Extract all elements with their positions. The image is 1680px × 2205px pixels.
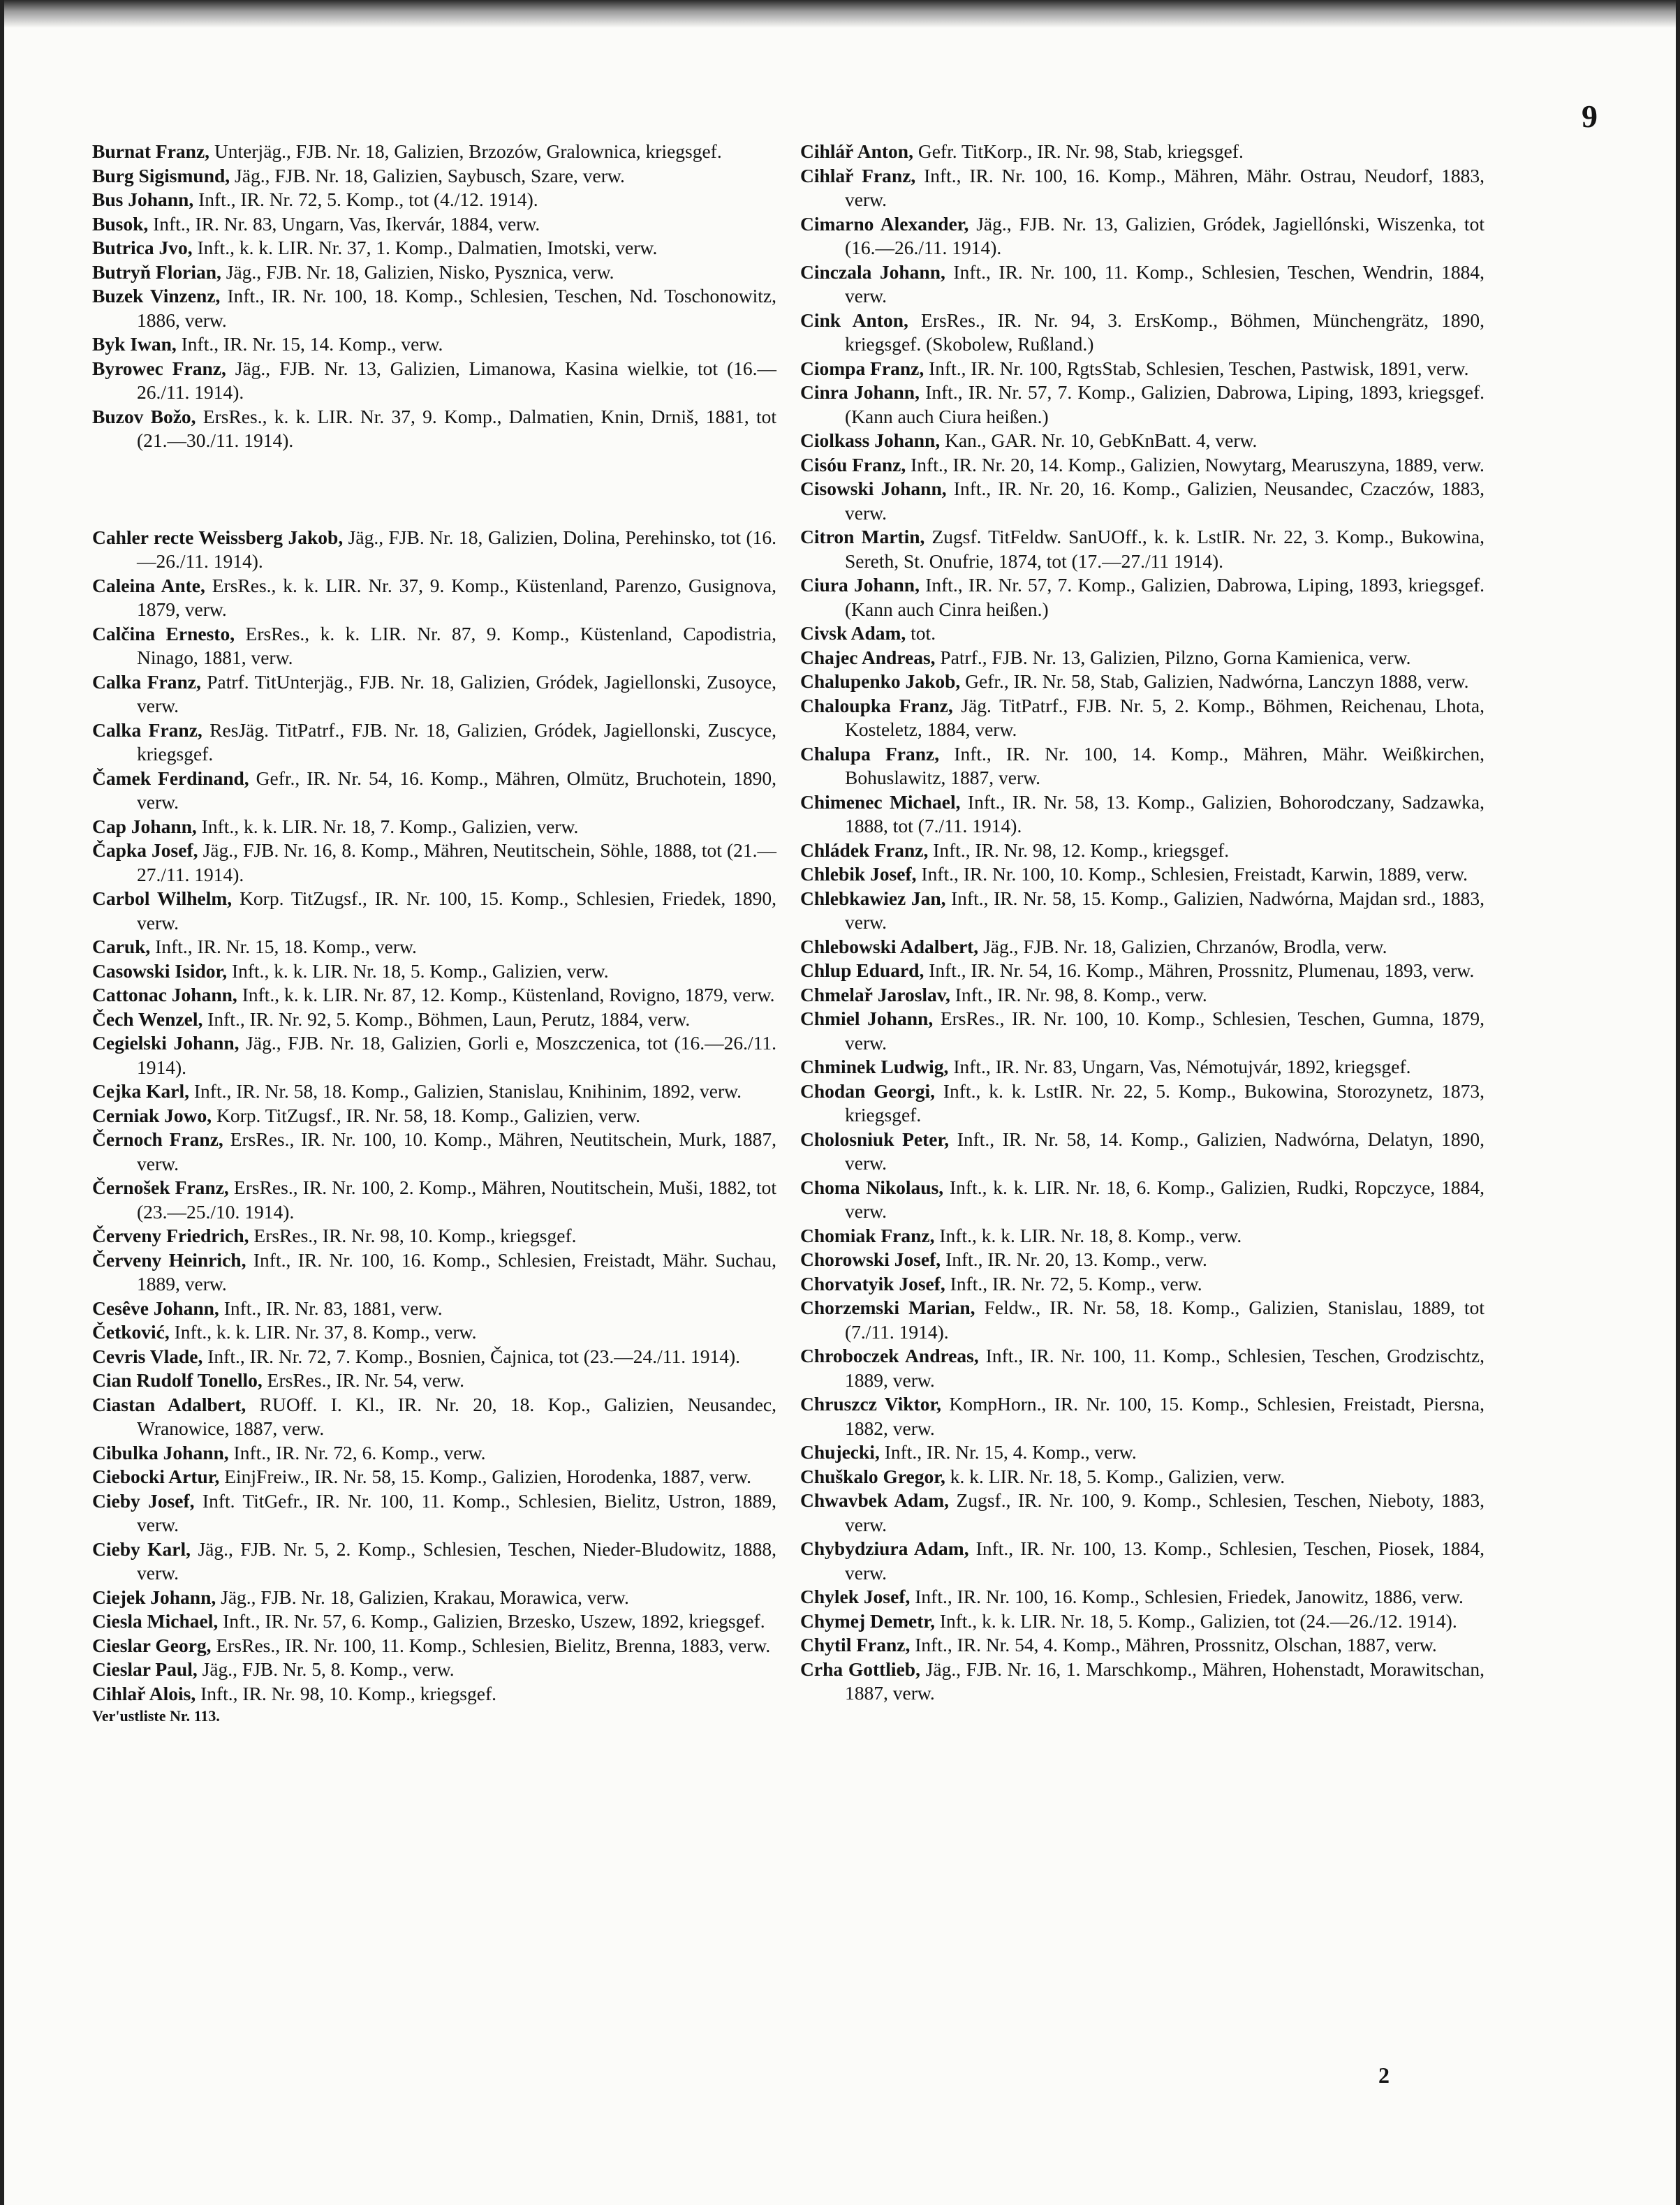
entry-details: Gefr. TitKorp., IR. Nr. 98, Stab, kriegsgef. [918,140,1244,162]
entry-details: Inft., IR. Nr. 20, 13. Komp., verw. [945,1248,1207,1270]
entry-details: ErsRes., IR. Nr. 100, 11. Komp., Schlesien, Bielitz, Brenna, 1883, verw. [216,1634,771,1656]
list-item [800,212,1484,260]
entry-name: Čech Wenzel, [92,1008,203,1030]
list-item [800,839,1484,863]
entry-details: ErsRes., IR. Nr. 54, verw. [267,1369,465,1391]
left-column-group-c [92,526,776,1706]
entry-details: ErsRes., k. k. LIR. Nr. 37, 9. Komp., Dalmatien, Knin, Drniš, 1881, tot (21.—30./11. 1914). [137,405,777,451]
entry-details: Korp. TitZugsf., IR. Nr. 58, 18. Komp., Galizien, verw. [216,1104,641,1126]
entry-details: Inft., IR. Nr. 100, 18. Komp., Schlesien, Teschen, Nd. Toschonowitz, 1886, verw. [137,285,777,331]
entry-name: Cihlář Anton, [800,140,913,162]
list-item [92,212,776,237]
entry-name: Chlup Eduard, [800,959,924,981]
entry-name: Cisowski Johann, [800,478,947,499]
list-item [800,573,1484,621]
entry-name: Cholosniuk Peter, [800,1128,950,1150]
entry-name: Červeny Heinrich, [92,1248,246,1271]
entry-details: Inft., IR. Nr. 58, 13. Komp., Galizien, Bohorodczany, Sadzawka, 1888, tot (7./11. 1914). [845,790,1485,836]
entry-details: Inft., k. k. LIR. Nr. 18, 5. Komp., Galizien, verw. [231,959,609,982]
entry-details: Zugsf. TitFeldw. SanUOff., k. k. LstIR. Nr. 22, 3. Komp., Bukowina, Sereth, St. Onufrie, 1874, tot (17.—27./11 1914). [845,526,1484,572]
entry-name: Cian Rudolf Tonello, [92,1369,263,1391]
entry-details: Inft., IR. Nr. 15, 14. Komp., verw. [181,333,443,355]
list-item [92,1008,776,1032]
entry-details: Korp. TitZugsf., IR. Nr. 100, 15. Komp., Schlesien, Friedek, 1890, verw. [137,887,776,934]
entry-name: Calka Franz, [92,718,202,741]
list-item [92,526,776,574]
list-item [92,236,776,260]
entry-name: Burg Sigismund, [92,164,230,186]
entry-details: Inft., IR. Nr. 100, 11. Komp., Schlesien, Teschen, Grodzischtz, 1889, verw. [845,1345,1484,1391]
list-item [800,1079,1484,1128]
entry-details: ErsRes., IR. Nr. 94, 3. ErsKomp., Böhmen, Münchengrätz, 1890, kriegsgef. (Skobolew, Rußland.) [845,309,1485,355]
entry-details: EinjFreiw., IR. Nr. 58, 15. Komp., Galizien, Horodenka, 1887, verw. [224,1466,752,1487]
entry-details: Inft., IR. Nr. 100, 13. Komp., Schlesien, Teschen, Piosek, 1884, verw. [845,1537,1484,1584]
entry-details: Inft., IR. Nr. 54, 4. Komp., Mähren, Prossnitz, Olschan, 1887, verw. [915,1634,1437,1655]
list-item [800,983,1484,1008]
list-item [92,670,776,718]
entry-details: Inft., IR. Nr. 72, 5. Komp., tot (4./12. 1914). [198,189,538,210]
list-item [800,1272,1484,1297]
entry-name: Cieslar Paul, [92,1658,198,1680]
list-item [92,1320,776,1345]
entry-name: Cieby Karl, [92,1537,191,1560]
list-item [92,1609,776,1634]
entry-details: Feldw., IR. Nr. 58, 18. Komp., Galizien, Stanislau, 1889, tot (7./11. 1914). [845,1297,1484,1343]
entry-details: Inft., IR. Nr. 98, 12. Komp., kriegsgef. [933,839,1230,861]
list-item [800,381,1484,429]
entry-name: Ciebocki Artur, [92,1466,220,1487]
entry-name: Burnat Franz, [92,140,210,162]
entry-details: ErsRes., IR. Nr. 100, 10. Komp., Schlesien, Teschen, Gumna, 1879, verw. [845,1008,1485,1054]
entry-name: Ciastan Adalbert, [92,1393,246,1415]
list-item [92,935,776,959]
entry-name: Butryň Florian, [92,260,221,283]
list-item [800,621,1484,646]
entry-name: Černošek Franz, [92,1177,229,1198]
entry-details: Inft., IR. Nr. 98, 8. Komp., verw. [955,983,1207,1005]
entry-name: Chruszcz Viktor, [800,1393,942,1415]
list-item [800,1537,1484,1585]
list-item [92,839,776,887]
list-item [92,1586,776,1610]
list-item [800,140,1484,164]
entry-name: Ciejek Johann, [92,1586,216,1608]
entry-details: Jäg., FJB. Nr. 18, Galizien, Gorli e, Moszczenica, tot (16.—26./11. 1914). [137,1032,776,1078]
entry-name: Chorvatyik Josef, [800,1272,945,1295]
list-item [800,1658,1484,1706]
entry-details: Inft., IR. Nr. 20, 14. Komp., Galizien, Nowytarg, Mearuszyna, 1889, verw. [911,453,1484,475]
entry-name: Červeny Friedrich, [92,1225,249,1246]
entry-name: Cejka Karl, [92,1080,190,1102]
entry-name: Chmiel Johann, [800,1008,934,1029]
entry-name: Byk Iwan, [92,333,177,355]
right-column-list [800,140,1484,1706]
entry-name: Carbol Wilhelm, [92,887,233,909]
left-column-group-b [92,140,776,453]
list-item [800,1465,1484,1489]
list-item [92,1537,776,1586]
entry-name: Busok, [92,212,149,235]
entry-details: Inft., k. k. LIR. Nr. 37, 8. Komp., verw. [174,1321,477,1343]
entry-name: Chalupa Franz, [800,742,940,765]
list-item [800,959,1484,983]
entry-name: Chajec Andreas, [800,646,936,668]
entry-details: Inft., IR. Nr. 83, 1881, verw. [223,1297,443,1319]
entry-details: Patrf., FJB. Nr. 13, Galizien, Pilzno, Gorna Kamienica, verw. [940,646,1411,668]
entry-details: Patrf. TitUnterjäg., FJB. Nr. 18, Galizien, Gródek, Jagiellonski, Zusoyce, verw. [137,670,776,716]
list-item [800,1609,1484,1634]
entry-name: Casowski Isidor, [92,959,228,982]
entry-name: Chlebowski Adalbert, [800,935,979,957]
footer-note: Ver'ustliste Nr. 113. [92,1707,220,1725]
entry-name: Citron Martin, [800,526,925,547]
entry-details: RUOff. I. Kl., IR. Nr. 20, 18. Kop., Galizien, Neusandec, Wranowice, 1887, verw. [137,1393,777,1439]
entry-details: Inft., k. k. LIR. Nr. 87, 12. Komp., Küstenland, Rovigno, 1879, verw. [242,984,775,1005]
list-item [92,260,776,285]
entry-details: Inft., IR. Nr. 100, 14. Komp., Mähren, Mähr. Weißkirchen, Bohuslawitz, 1887, verw. [845,742,1485,788]
list-item [800,1224,1484,1248]
list-item [800,309,1484,357]
entry-name: Chládek Franz, [800,839,929,861]
list-item [800,670,1484,694]
entry-details: KompHorn., IR. Nr. 100, 15. Komp., Schlesien, Freistadt, Piersna, 1882, verw. [845,1393,1485,1439]
list-item [92,1441,776,1466]
list-item [92,1297,776,1321]
entry-details: ErsRes., IR. Nr. 100, 2. Komp., Mähren, Noutitschein, Muši, 1882, tot (23.—25./10. 1914). [137,1177,776,1223]
entry-details: Inft., IR. Nr. 100, 10. Komp., Schlesien, Freistadt, Karwin, 1889, verw. [921,863,1468,885]
entry-details: Inft., IR. Nr. 100, 16. Komp., Schlesien, Freistadt, Mähr. Suchau, 1889, verw. [137,1248,776,1295]
entry-details: Inft., k. k. LIR. Nr. 18, 5. Komp., Galizien, tot (24.—26./12. 1914). [939,1609,1457,1632]
entry-details: Inft., IR. Nr. 58, 14. Komp., Galizien, Nadwórna, Delatyn, 1890, verw. [845,1128,1484,1174]
list-item [92,1489,776,1537]
entry-name: Chujecki, [800,1441,880,1463]
entry-details: Jäg., FJB. Nr. 13, Galizien, Gródek, Jagiellónski, Wiszenka, tot (16.—26./11. 1914). [845,212,1485,258]
list-item [92,140,776,164]
list-item [92,1176,776,1224]
entry-name: Ciura Johann, [800,574,920,596]
entry-details: Unterjäg., FJB. Nr. 18, Galizien, Brzozów, Gralownica, kriegsgef. [214,140,722,162]
list-item [800,1392,1484,1440]
entry-details: ErsRes., k. k. LIR. Nr. 87, 9. Komp., Küstenland, Capodistria, Ninago, 1881, verw. [137,622,776,668]
entry-details: Inft., IR. Nr. 57, 6. Komp., Galizien, Brzesko, Uszew, 1892, kriegsgef. [223,1610,765,1632]
list-item [92,1128,776,1176]
right-column [800,140,1484,1706]
entry-details: Inft., IR. Nr. 100, RgtsStab, Schlesien, Teschen, Pastwisk, 1891, verw. [929,357,1469,379]
list-item [92,1345,776,1369]
entry-details: Inft., k. k. LstIR. Nr. 22, 5. Komp., Bukowina, Storozynetz, 1873, kriegsgef. [845,1079,1485,1126]
list-item [92,284,776,332]
entry-details: Jäg., FJB. Nr. 18, Galizien, Saybusch, Szare, verw. [235,164,625,186]
entry-details: Inft., IR. Nr. 72, 7. Komp., Bosnien, Čajnica, tot (23.—24./11. 1914). [207,1345,741,1367]
entry-name: Chwavbek Adam, [800,1489,949,1511]
list-item [92,1104,776,1128]
entry-details: Inft. TitGefr., IR. Nr. 100, 11. Komp., Schlesien, Bielitz, Ustron, 1889, verw. [137,1489,777,1535]
entry-name: Bus Johann, [92,189,194,210]
entry-name: Cevris Vlade, [92,1345,203,1367]
list-item [800,1248,1484,1272]
list-item [92,1369,776,1393]
entry-details: ErsRes., IR. Nr. 98, 10. Komp., kriegsgef. [253,1225,577,1246]
entry-details: Inft., IR. Nr. 72, 5. Komp., verw. [950,1272,1202,1295]
entry-details: Inft., IR. Nr. 98, 10. Komp., kriegsgef. [200,1682,496,1704]
list-item [800,935,1484,959]
entry-name: Calčina Ernesto, [92,622,235,644]
entry-name: Civsk Adam, [800,622,906,644]
list-item [92,1393,776,1441]
list-item [800,453,1484,478]
list-item [92,1682,776,1706]
entry-name: Chorzemski Marian, [800,1297,975,1318]
list-item [800,646,1484,670]
entry-name: Cinra Johann, [800,381,920,403]
entry-details: ErsRes., IR. Nr. 100, 10. Komp., Mähren, Neutitschein, Murk, 1887, verw. [137,1128,777,1174]
entry-name: Chaloupka Franz, [800,694,953,716]
entry-details: Inft., IR. Nr. 20, 16. Komp., Galizien, Neusandec, Czaczów, 1883, verw. [845,478,1484,524]
list-item [92,164,776,189]
entry-name: Cinczala Johann, [800,260,945,283]
list-item [92,718,776,767]
entry-name: Cattonac Johann, [92,984,237,1005]
list-item [92,1465,776,1489]
list-item [800,1296,1484,1344]
entry-name: Cihlař Franz, [800,164,916,186]
list-item [800,887,1484,935]
entry-name: Chorowski Josef, [800,1248,941,1270]
list-item [92,405,776,453]
entry-details: Inft., IR. Nr. 100, 16. Komp., Schlesien, Friedek, Janowitz, 1886, verw. [915,1586,1464,1607]
entry-name: Cimarno Alexander, [800,212,969,235]
list-item [800,1633,1484,1658]
entry-name: Cihlař Alois, [92,1682,196,1704]
entry-name: Ciompa Franz, [800,357,924,379]
entry-details: Gefr., IR. Nr. 58, Stab, Galizien, Nadwórna, Lanczyn 1888, verw. [965,670,1469,692]
entry-name: Chybydziura Adam, [800,1537,969,1559]
entry-details: Jäg., FJB. Nr. 18, Galizien, Nisko, Pysznica, verw. [226,260,614,283]
list-item [92,1079,776,1104]
entry-name: Četković, [92,1321,170,1343]
entry-name: Chomiak Franz, [800,1224,935,1246]
entry-details: Kan., GAR. Nr. 10, GebKnBatt. 4, verw. [945,429,1258,451]
entry-details: Inft., IR. Nr. 83, Ungarn, Vas, Némotujvár, 1892, kriegsgef. [953,1056,1411,1077]
entry-details: Inft., IR. Nr. 58, 18. Komp., Galizien, Stanislau, Knihinim, 1892, verw. [193,1080,742,1102]
entry-name: Buzov Božo, [92,405,196,427]
entry-name: Butrica Jvo, [92,237,193,258]
left-column [92,140,776,1725]
entry-details: Inft., IR. Nr. 15, 4. Komp., verw. [884,1441,1137,1463]
entry-details: Inft., IR. Nr. 100, 11. Komp., Schlesien, Teschen, Wendrin, 1884, verw. [845,260,1484,307]
entry-details: Inft., k. k. LIR. Nr. 18, 6. Komp., Galizien, Rudki, Ropczyce, 1884, verw. [845,1176,1484,1222]
entry-name: Cibulka Johann, [92,1441,229,1463]
entry-details: Inft., IR. Nr. 72, 6. Komp., verw. [233,1441,486,1463]
entry-name: Calka Franz, [92,670,201,693]
list-item [800,694,1484,742]
entry-details: Jäg., FJB. Nr. 5, 2. Komp., Schlesien, Teschen, Nieder-Bludowitz, 1888, verw. [137,1537,776,1584]
entry-name: Caleina Ante, [92,574,205,596]
entry-name: Chuškalo Gregor, [800,1465,945,1487]
entry-name: Chytil Franz, [800,1634,911,1655]
list-item [800,1055,1484,1079]
list-item [92,767,776,815]
list-item [800,1440,1484,1465]
entry-details: Inft., IR. Nr. 57, 7. Komp., Galizien, Dabrowa, Liping, 1893, kriegsgef. (Kann auch Cinra heißen.) [845,574,1485,620]
entry-details: Inft., IR. Nr. 54, 16. Komp., Mähren, Prossnitz, Plumenau, 1893, verw. [929,959,1475,981]
list-item [92,1248,776,1297]
entry-name: Chmelař Jaroslav, [800,983,950,1005]
entry-name: Chylek Josef, [800,1586,911,1607]
entry-details: Gefr., IR. Nr. 54, 16. Komp., Mähren, Olmütz, Bruchotein, 1890, verw. [137,767,776,813]
list-item [800,790,1484,839]
entry-details: Jäg., FJB. Nr. 18, Galizien, Chrzanów, Brodla, verw. [983,935,1387,957]
list-item [800,1489,1484,1537]
entry-details: Inft., k. k. LIR. Nr. 37, 1. Komp., Dalmatien, Imotski, verw. [197,237,658,258]
list-item [92,1031,776,1079]
entry-name: Byrowec Franz, [92,357,226,379]
list-item [800,1176,1484,1224]
entry-name: Cahler recte Weissberg Jakob, [92,526,344,548]
entry-details: Inft., IR. Nr. 92, 5. Komp., Böhmen, Laun, Perutz, 1884, verw. [207,1008,691,1030]
entry-details: Jäg., FJB. Nr. 18, Galizien, Dolina, Perehinsko, tot (16.—26./11. 1914). [137,526,776,572]
entry-details: ErsRes., k. k. LIR. Nr. 37, 9. Komp., Küstenland, Parenzo, Gusignova, 1879, verw. [137,574,777,620]
list-item [800,164,1484,212]
list-item [92,1634,776,1658]
entry-details: Inft., k. k. LIR. Nr. 18, 7. Komp., Galizien, verw. [201,815,579,837]
list-item [800,1128,1484,1176]
list-item [92,887,776,935]
entry-details: Zugsf., IR. Nr. 100, 9. Komp., Schlesien, Teschen, Nieboty, 1883, verw. [845,1489,1484,1535]
entry-name: Cieslar Georg, [92,1634,212,1656]
entry-name: Ciolkass Johann, [800,429,941,451]
list-item [92,332,776,357]
entry-details: Inft., IR. Nr. 83, Ungarn, Vas, Ikervár, 1884, verw. [153,212,540,235]
list-item [800,525,1484,573]
entry-name: Cisóu Franz, [800,453,906,475]
list-item [800,429,1484,453]
entry-name: Chlebkawiez Jan, [800,887,946,909]
entry-name: Cerniak Jowo, [92,1104,212,1126]
entry-details: Inft., IR. Nr. 100, 16. Komp., Mähren, Mähr. Ostrau, Neudorf, 1883, verw. [845,164,1484,210]
entry-name: Chimenec Michael, [800,790,961,813]
entry-details: Jäg., FJB. Nr. 16, 1. Marschkomp., Mähren, Hohenstadt, Morawitschan, 1887, verw. [845,1658,1484,1704]
entry-name: Čamek Ferdinand, [92,767,249,789]
entry-details: k. k. LIR. Nr. 18, 5. Komp., Galizien, verw. [950,1465,1285,1487]
list-item [92,1224,776,1248]
entry-name: Ciesla Michael, [92,1610,219,1632]
entry-details: Jäg., FJB. Nr. 18, Galizien, Krakau, Morawica, verw. [221,1586,629,1608]
entry-name: Černoch Franz, [92,1128,223,1150]
list-item [92,357,776,405]
entry-details: Inft., IR. Nr. 58, 15. Komp., Galizien, Nadwórna, Majdan srd., 1883, verw. [845,887,1484,933]
entry-name: Čapka Josef, [92,839,198,861]
entry-details: Inft., IR. Nr. 15, 18. Komp., verw. [155,936,417,957]
entry-details: ResJäg. TitPatrf., FJB. Nr. 18, Galizien, Gródek, Jagiellonski, Zuscyce, kriegsgef. [137,718,776,765]
list-item [800,357,1484,381]
list-item [92,959,776,984]
list-item [800,1344,1484,1392]
entry-details: Jäg., FJB. Nr. 5, 8. Komp., verw. [202,1658,455,1680]
entry-name: Choma Nikolaus, [800,1176,944,1198]
entry-name: Cap Johann, [92,815,197,837]
list-item [800,477,1484,525]
list-item [92,983,776,1008]
entry-name: Cieby Josef, [92,1489,195,1512]
entry-details: Jäg., FJB. Nr. 13, Galizien, Limanowa, Kasina wielkie, tot (16.—26./11. 1914). [137,357,776,403]
list-item [92,815,776,839]
list-item [92,1658,776,1682]
entry-name: Cesêve Johann, [92,1297,219,1319]
entry-details: Inft., IR. Nr. 57, 7. Komp., Galizien, Dabrowa, Liping, 1893, kriegsgef. (Kann auch Ciura heißen.) [845,381,1485,427]
list-item [800,742,1484,790]
entry-name: Chlebik Josef, [800,863,917,885]
entry-name: Chymej Demetr, [800,1609,935,1632]
entry-details: Inft., k. k. LIR. Nr. 18, 8. Komp., verw. [939,1224,1242,1246]
entry-details: tot. [911,622,936,644]
entry-name: Chroboczek Andreas, [800,1345,979,1366]
entry-name: Cegielski Johann, [92,1032,240,1054]
page-number: 9 [1582,98,1598,134]
list-item [800,862,1484,887]
entry-name: Caruk, [92,936,151,957]
list-item [800,260,1484,309]
list-item [92,574,776,622]
entry-name: Buzek Vinzenz, [92,285,221,307]
list-item [92,622,776,670]
list-item [800,1007,1484,1055]
list-item [92,188,776,212]
section-gap [92,453,776,526]
list-item [800,1585,1484,1609]
sheet-mark: 2 [1378,2063,1390,2088]
entry-name: Crha Gottlieb, [800,1658,920,1680]
entry-name: Cink Anton, [800,309,908,331]
entry-details: Jäg., FJB. Nr. 16, 8. Komp., Mähren, Neutitschein, Söhle, 1888, tot (21.—27./11. 1914). [137,839,776,885]
entry-name: Chalupenko Jakob, [800,670,961,692]
entry-details: Jäg. TitPatrf., FJB. Nr. 5, 2. Komp., Böhmen, Reichenau, Lhota, Kosteletz, 1884, verw. [845,694,1484,740]
entry-name: Chodan Georgi, [800,1079,935,1102]
entry-name: Chminek Ludwig, [800,1056,949,1077]
